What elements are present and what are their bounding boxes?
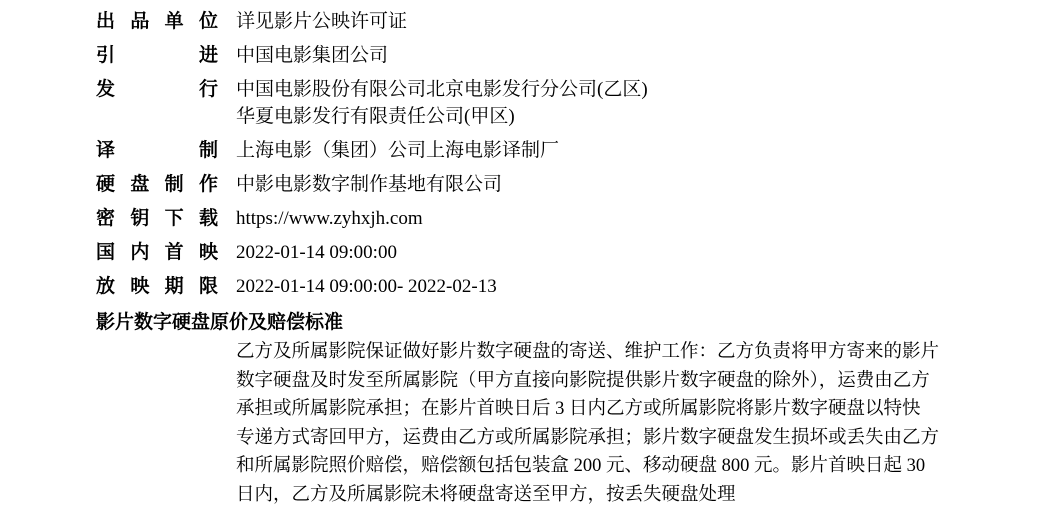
label-char: 钥	[130, 205, 149, 232]
label-char: 单	[165, 8, 184, 35]
label-char: 品	[130, 8, 149, 35]
field-label-screening-period	[96, 273, 236, 300]
field-label-distribution	[96, 76, 236, 103]
label-char: 盘	[130, 171, 149, 198]
label-char: 国	[96, 239, 115, 266]
field-value-key-download-url[interactable]	[236, 205, 423, 232]
section-title-compensation: 影片数字硬盘原价及赔偿标准	[96, 310, 1059, 336]
field-label-domestic-premiere	[96, 239, 236, 266]
label-char: 映	[130, 273, 149, 300]
field-value-import	[236, 42, 388, 69]
label-char: 映	[199, 239, 218, 266]
field-row-domestic-premiere	[96, 239, 1059, 266]
compensation-paragraph	[236, 338, 1041, 509]
field-row-translation	[96, 137, 1059, 164]
label-char: 制	[199, 137, 218, 164]
field-row-key-download	[96, 205, 1059, 232]
label-char: 首	[165, 239, 184, 266]
field-value-production-unit	[236, 8, 407, 35]
label-char: 引	[96, 42, 115, 69]
field-label-translation	[96, 137, 236, 164]
label-char: 载	[199, 205, 218, 232]
field-value-line: 中国电影股份有限公司北京电影发行分公司(乙区)	[236, 76, 648, 103]
label-char: 硬	[96, 171, 115, 198]
label-char: 放	[96, 273, 115, 300]
label-char: 位	[199, 8, 218, 35]
paragraph-line: 乙方及所属影院保证做好影片数字硬盘的寄送、维护工作：乙方负责将甲方寄来的影片	[236, 338, 1041, 367]
field-row-import	[96, 42, 1059, 69]
paragraph-line: 承担或所属影院承担；在影片首映日后 3 日内乙方或所属影院将影片数字硬盘以特快	[236, 395, 1041, 424]
label-char: 限	[199, 273, 218, 300]
field-row-production-unit	[96, 8, 1059, 35]
field-value-domestic-premiere	[236, 239, 397, 266]
film-info-fields	[96, 8, 1059, 300]
field-value-line: 2022-01-14 09:00:00- 2022-02-13	[236, 273, 497, 300]
field-value-line: 中影电影数字制作基地有限公司	[236, 171, 502, 198]
field-row-distribution	[96, 76, 1059, 130]
label-char: 行	[199, 76, 218, 103]
field-value-distribution	[236, 76, 648, 130]
field-label-import	[96, 42, 236, 69]
field-label-production-unit	[96, 8, 236, 35]
label-char: 出	[96, 8, 115, 35]
field-value-line: 上海电影（集团）公司上海电影译制厂	[236, 137, 559, 164]
field-label-key-download	[96, 205, 236, 232]
field-value-hard-disk-production	[236, 171, 502, 198]
label-char: 进	[199, 42, 218, 69]
field-value-line: 中国电影集团公司	[236, 42, 388, 69]
field-row-screening-period	[96, 273, 1059, 300]
paragraph-line: 和所属影院照价赔偿，赔偿额包括包装盒 200 元、移动硬盘 800 元。影片首映日起 30	[236, 452, 1041, 481]
label-char: 发	[96, 76, 115, 103]
label-char: 译	[96, 137, 115, 164]
field-value-line: 详见影片公映许可证	[236, 8, 407, 35]
field-value-line: 华夏电影发行有限责任公司(甲区)	[236, 103, 648, 130]
field-value-translation	[236, 137, 559, 164]
field-value-line: 2022-01-14 09:00:00	[236, 239, 397, 266]
paragraph-line: 数字硬盘及时发至所属影院（甲方直接向影院提供影片数字硬盘的除外），运费由乙方	[236, 367, 1041, 396]
paragraph-line: 专递方式寄回甲方，运费由乙方或所属影院承担；影片数字硬盘发生损坏或丢失由乙方	[236, 424, 1041, 453]
field-value-line[interactable]: https://www.zyhxjh.com	[236, 205, 423, 232]
field-row-hard-disk-production	[96, 171, 1059, 198]
paragraph-line: 日内，乙方及所属影院未将硬盘寄送至甲方，按丢失硬盘处理	[236, 481, 1041, 509]
field-value-screening-period	[236, 273, 497, 300]
label-char: 下	[165, 205, 184, 232]
label-char: 作	[199, 171, 218, 198]
field-label-hard-disk-production	[96, 171, 236, 198]
label-char: 内	[130, 239, 149, 266]
label-char: 制	[165, 171, 184, 198]
label-char: 期	[165, 273, 184, 300]
label-char: 密	[96, 205, 115, 232]
